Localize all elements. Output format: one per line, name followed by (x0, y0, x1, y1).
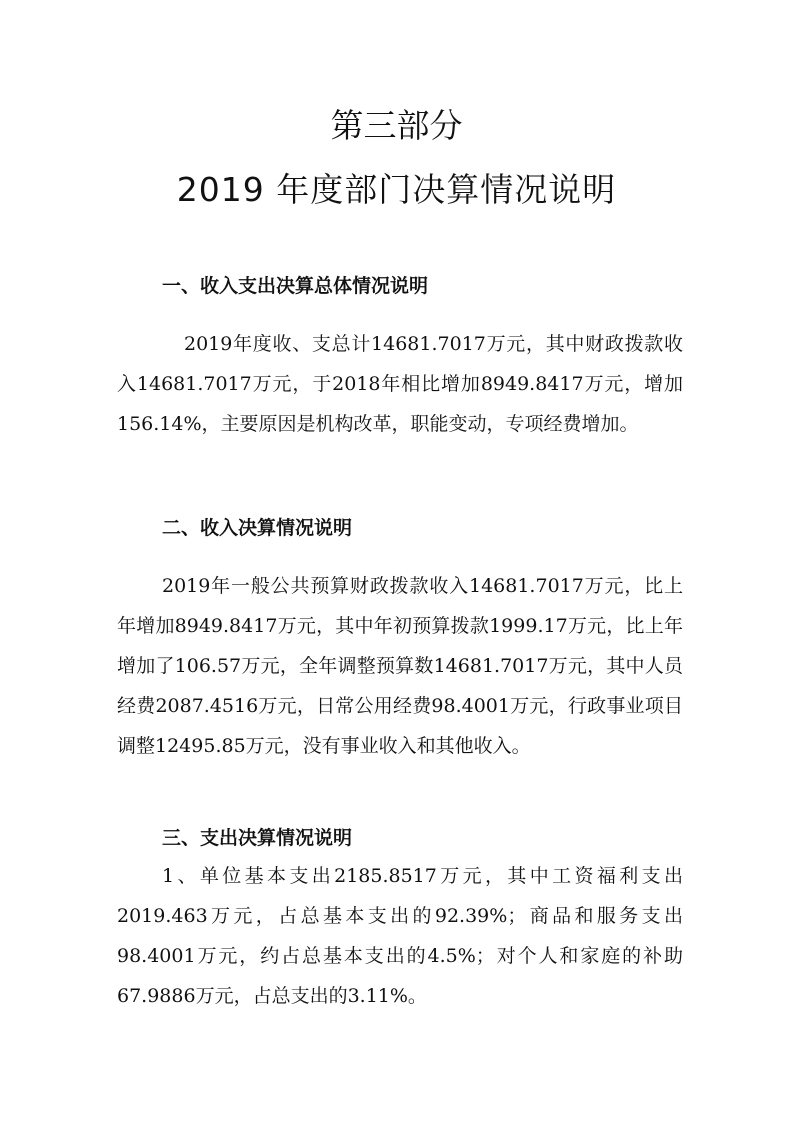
section-heading-income: 二、收入决算情况说明 (162, 517, 353, 539)
section-paragraph-income: 2019年一般公共预算财政拨款收入14681.7017万元，比上年增加8949.8417万元，其中年初预算拨款1999.17万元，比上年增加了106.57万元，全年调整预算数14681.7017万元，其中人员经费2087.4516万元，日常公用经费98.4001万元，行政事业项目调整12495.85万元，没有事业收入和其他收入。 (117, 575, 683, 757)
section-paragraph-overall: 2019年度收、支总计14681.7017万元，其中财政拨款收入14681.7017万元，于2018年相比增加8949.8417万元，增加156.14%，主要原因是机构改革，职能变动，专项经费增加。 (117, 333, 683, 435)
section-paragraph-expenditure: 1、单位基本支出2185.8517万元，其中工资福利支出2019.463万元，占总基本支出的92.39%；商品和服务支出98.4001万元，约占总基本支出的4.5%；对个人和家庭的补助67.9886万元，占总支出的3.11%。 (117, 865, 683, 1007)
document-title: 2019 年度部门决算情况说明 (176, 170, 617, 209)
part-title: 第三部分 (330, 106, 463, 145)
section-heading-expenditure: 三、支出决算情况说明 (162, 827, 353, 849)
section-heading-overall: 一、收入支出决算总体情况说明 (162, 275, 429, 297)
